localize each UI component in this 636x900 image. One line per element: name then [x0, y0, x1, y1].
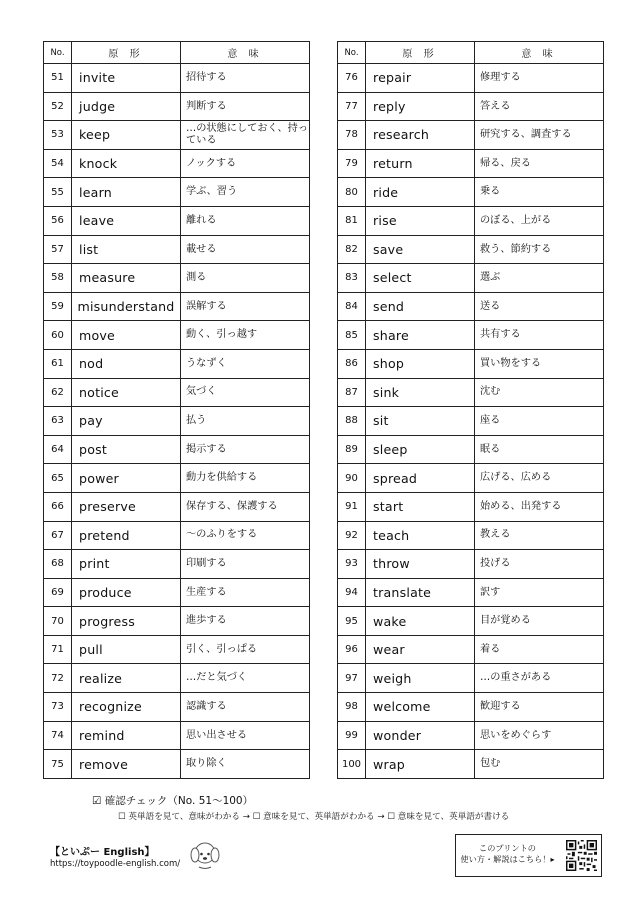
japanese-meaning: …だと気づく	[181, 664, 310, 693]
row-number: 62	[44, 378, 72, 407]
english-word: wrap	[366, 750, 475, 779]
row-number: 99	[338, 721, 366, 750]
table-row	[338, 321, 604, 350]
english-word: save	[366, 235, 475, 264]
japanese-meaning: 歓迎する	[475, 693, 604, 722]
check-title: ☑ 確認チェック（No. 51～100）	[92, 795, 254, 807]
english-word: sleep	[366, 435, 475, 464]
table-row	[338, 149, 604, 178]
table-row	[338, 178, 604, 207]
table-row	[44, 435, 310, 464]
japanese-meaning: …の状態にしておく、持っている	[181, 121, 310, 150]
header-word: 原 形	[72, 42, 181, 64]
brand-name: 【といぷー English】	[50, 847, 155, 858]
qr-code-icon[interactable]	[566, 840, 597, 871]
table-row	[338, 378, 604, 407]
japanese-meaning: 選ぶ	[475, 264, 604, 293]
english-word: learn	[72, 178, 181, 207]
table-row	[338, 292, 604, 321]
table-row	[44, 407, 310, 436]
header-no: No.	[44, 42, 72, 64]
japanese-meaning: うなずく	[181, 349, 310, 378]
english-word: research	[366, 121, 475, 150]
english-word: wonder	[366, 721, 475, 750]
row-number: 67	[44, 521, 72, 550]
row-number: 82	[338, 235, 366, 264]
table-row	[44, 206, 310, 235]
table-row	[44, 64, 310, 93]
english-word: select	[366, 264, 475, 293]
english-word: teach	[366, 521, 475, 550]
japanese-meaning: 買い物をする	[475, 349, 604, 378]
table-row	[44, 578, 310, 607]
english-word: progress	[72, 607, 181, 636]
header-word: 原 形	[366, 42, 475, 64]
japanese-meaning: 包む	[475, 750, 604, 779]
row-number: 87	[338, 378, 366, 407]
row-number: 68	[44, 550, 72, 579]
row-number: 54	[44, 149, 72, 178]
table-header-row	[338, 42, 604, 64]
row-number: 98	[338, 693, 366, 722]
japanese-meaning: 帰る、戻る	[475, 149, 604, 178]
english-word: wear	[366, 635, 475, 664]
japanese-meaning: 座る	[475, 407, 604, 436]
japanese-meaning: 沈む	[475, 378, 604, 407]
table-row	[44, 292, 310, 321]
japanese-meaning: 投げる	[475, 550, 604, 579]
table-row	[44, 178, 310, 207]
row-number: 58	[44, 264, 72, 293]
english-word: remove	[72, 750, 181, 779]
japanese-meaning: 着る	[475, 635, 604, 664]
english-word: remind	[72, 721, 181, 750]
row-number: 79	[338, 149, 366, 178]
japanese-meaning: 眠る	[475, 435, 604, 464]
japanese-meaning: 思い出させる	[181, 721, 310, 750]
english-word: reply	[366, 92, 475, 121]
english-word: leave	[72, 206, 181, 235]
row-number: 81	[338, 206, 366, 235]
table-row	[44, 750, 310, 779]
table-row	[338, 464, 604, 493]
table-row	[338, 750, 604, 779]
row-number: 77	[338, 92, 366, 121]
guide-text	[460, 843, 555, 865]
japanese-meaning: 思いをめぐらす	[475, 721, 604, 750]
row-number: 69	[44, 578, 72, 607]
japanese-meaning: 載せる	[181, 235, 310, 264]
english-word: nod	[72, 349, 181, 378]
japanese-meaning: 目が覚める	[475, 607, 604, 636]
row-number: 83	[338, 264, 366, 293]
english-word: share	[366, 321, 475, 350]
row-number: 85	[338, 321, 366, 350]
row-number: 72	[44, 664, 72, 693]
row-number: 65	[44, 464, 72, 493]
japanese-meaning: 掲示する	[181, 435, 310, 464]
english-word: realize	[72, 664, 181, 693]
table-row	[44, 121, 310, 150]
japanese-meaning: 送る	[475, 292, 604, 321]
japanese-meaning: …の重さがある	[475, 664, 604, 693]
header-meaning: 意 味	[181, 42, 310, 64]
japanese-meaning: 引く、引っぱる	[181, 635, 310, 664]
english-word: spread	[366, 464, 475, 493]
table-row	[44, 321, 310, 350]
row-number: 100	[338, 750, 366, 779]
table-row	[338, 407, 604, 436]
japanese-meaning: 答える	[475, 92, 604, 121]
row-number: 64	[44, 435, 72, 464]
japanese-meaning: 印刷する	[181, 550, 310, 579]
row-number: 91	[338, 492, 366, 521]
table-row	[44, 464, 310, 493]
table-row	[44, 92, 310, 121]
japanese-meaning: のぼる、上がる	[475, 206, 604, 235]
english-word: judge	[72, 92, 181, 121]
english-word: power	[72, 464, 181, 493]
row-number: 57	[44, 235, 72, 264]
header-no: No.	[338, 42, 366, 64]
japanese-meaning: 学ぶ、習う	[181, 178, 310, 207]
japanese-meaning: 生産する	[181, 578, 310, 607]
japanese-meaning: 乗る	[475, 178, 604, 207]
row-number: 96	[338, 635, 366, 664]
english-word: start	[366, 492, 475, 521]
english-word: sit	[366, 407, 475, 436]
table-row	[44, 149, 310, 178]
english-word: pull	[72, 635, 181, 664]
japanese-meaning: 取り除く	[181, 750, 310, 779]
row-number: 61	[44, 349, 72, 378]
english-word: return	[366, 149, 475, 178]
row-number: 60	[44, 321, 72, 350]
english-word: invite	[72, 64, 181, 93]
table-row	[338, 492, 604, 521]
english-word: send	[366, 292, 475, 321]
row-number: 78	[338, 121, 366, 150]
english-word: print	[72, 550, 181, 579]
english-word: shop	[366, 349, 475, 378]
row-number: 51	[44, 64, 72, 93]
table-row	[338, 206, 604, 235]
english-word: produce	[72, 578, 181, 607]
table-row	[338, 550, 604, 579]
row-number: 93	[338, 550, 366, 579]
table-row	[338, 635, 604, 664]
table-row	[338, 521, 604, 550]
table-row	[44, 635, 310, 664]
english-word: pretend	[72, 521, 181, 550]
english-word: keep	[72, 121, 181, 150]
japanese-meaning: 救う、節約する	[475, 235, 604, 264]
table-row	[338, 664, 604, 693]
table-row	[44, 492, 310, 521]
row-number: 95	[338, 607, 366, 636]
guide-line-1: このプリントの	[479, 843, 536, 853]
japanese-meaning: 判断する	[181, 92, 310, 121]
vocab-table-right	[337, 41, 604, 779]
row-number: 94	[338, 578, 366, 607]
row-number: 75	[44, 750, 72, 779]
japanese-meaning: 動く、引っ越す	[181, 321, 310, 350]
table-row	[44, 521, 310, 550]
table-row	[338, 235, 604, 264]
row-number: 53	[44, 121, 72, 150]
row-number: 55	[44, 178, 72, 207]
english-word: pay	[72, 407, 181, 436]
table-row	[44, 721, 310, 750]
row-number: 52	[44, 92, 72, 121]
japanese-meaning: 気づく	[181, 378, 310, 407]
row-number: 90	[338, 464, 366, 493]
english-word: list	[72, 235, 181, 264]
row-number: 74	[44, 721, 72, 750]
row-number: 59	[44, 292, 72, 321]
table-row	[338, 578, 604, 607]
japanese-meaning: 離れる	[181, 206, 310, 235]
japanese-meaning: 広げる、広める	[475, 464, 604, 493]
japanese-meaning: ノックする	[181, 149, 310, 178]
english-word: weigh	[366, 664, 475, 693]
table-row	[44, 693, 310, 722]
table-row	[44, 664, 310, 693]
japanese-meaning: 修理する	[475, 64, 604, 93]
row-number: 89	[338, 435, 366, 464]
guide-line-2: 使い方・解説はこちら！▸	[460, 854, 555, 865]
table-row	[338, 121, 604, 150]
row-number: 70	[44, 607, 72, 636]
japanese-meaning: 研究する、調査する	[475, 121, 604, 150]
english-word: ride	[366, 178, 475, 207]
japanese-meaning: 測る	[181, 264, 310, 293]
row-number: 76	[338, 64, 366, 93]
row-number: 63	[44, 407, 72, 436]
table-row	[44, 264, 310, 293]
table-row	[338, 693, 604, 722]
row-number: 73	[44, 693, 72, 722]
table-row	[44, 607, 310, 636]
row-number: 92	[338, 521, 366, 550]
english-word: repair	[366, 64, 475, 93]
site-url[interactable]: https://toypoodle-english.com/	[50, 859, 181, 869]
english-word: misunderstand	[72, 292, 181, 321]
japanese-meaning: 始める、出発する	[475, 492, 604, 521]
vocab-table-left	[43, 41, 310, 779]
english-word: welcome	[366, 693, 475, 722]
japanese-meaning: 誤解する	[181, 292, 310, 321]
japanese-meaning: 認識する	[181, 693, 310, 722]
table-row	[338, 721, 604, 750]
english-word: preserve	[72, 492, 181, 521]
table-row	[44, 378, 310, 407]
row-number: 97	[338, 664, 366, 693]
row-number: 86	[338, 349, 366, 378]
english-word: knock	[72, 149, 181, 178]
japanese-meaning: 訳す	[475, 578, 604, 607]
table-row	[338, 64, 604, 93]
table-row	[338, 607, 604, 636]
english-word: recognize	[72, 693, 181, 722]
english-word: translate	[366, 578, 475, 607]
row-number: 80	[338, 178, 366, 207]
japanese-meaning: 教える	[475, 521, 604, 550]
english-word: rise	[366, 206, 475, 235]
row-number: 71	[44, 635, 72, 664]
english-word: measure	[72, 264, 181, 293]
table-row	[338, 349, 604, 378]
table-row	[338, 264, 604, 293]
toy-poodle-icon	[189, 840, 221, 870]
english-word: wake	[366, 607, 475, 636]
english-word: sink	[366, 378, 475, 407]
table-row	[338, 92, 604, 121]
japanese-meaning: 共有する	[475, 321, 604, 350]
row-number: 66	[44, 492, 72, 521]
japanese-meaning: ～のふりをする	[181, 521, 310, 550]
row-number: 88	[338, 407, 366, 436]
english-word: throw	[366, 550, 475, 579]
table-row	[44, 235, 310, 264]
japanese-meaning: 払う	[181, 407, 310, 436]
japanese-meaning: 保存する、保護する	[181, 492, 310, 521]
table-row	[44, 550, 310, 579]
english-word: post	[72, 435, 181, 464]
row-number: 84	[338, 292, 366, 321]
english-word: move	[72, 321, 181, 350]
guide-box[interactable]	[455, 834, 602, 877]
japanese-meaning: 招待する	[181, 64, 310, 93]
japanese-meaning: 進歩する	[181, 607, 310, 636]
row-number: 56	[44, 206, 72, 235]
english-word: notice	[72, 378, 181, 407]
header-meaning: 意 味	[475, 42, 604, 64]
japanese-meaning: 動力を供給する	[181, 464, 310, 493]
table-header-row	[44, 42, 310, 64]
check-options: ☐ 英単語を見て、意味がわかる → ☐ 意味を見て、英単語がわかる → ☐ 意味を見て、英単語が書ける	[118, 812, 510, 822]
table-row	[338, 435, 604, 464]
table-row	[44, 349, 310, 378]
